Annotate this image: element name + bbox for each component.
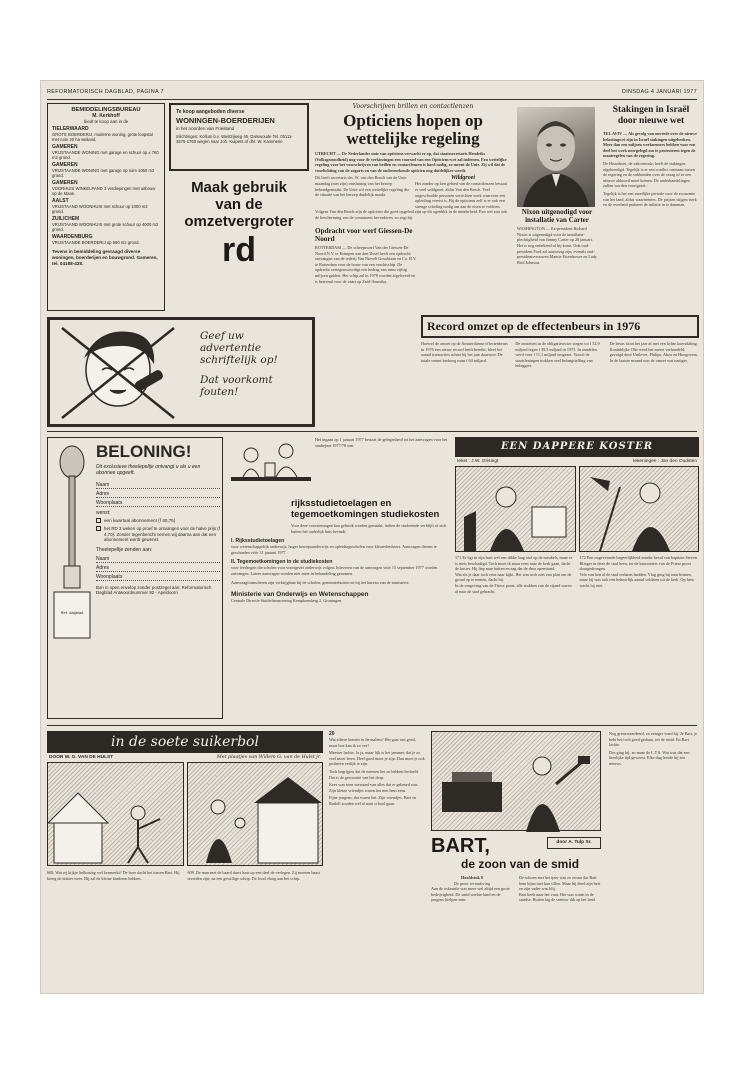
studie-title: rijksstudietoelagen en tegemoetkomingen studiekosten: [291, 498, 440, 520]
bart-subtitle: de zoon van de smid: [461, 857, 580, 871]
koster-credit-left: tekst : J.W. Grisnigt: [457, 459, 499, 464]
koster-credit-right: tekeningen : Jan den Oudsten: [632, 459, 697, 464]
bart-illustration: [431, 731, 601, 831]
nixon-title: Nixon uitgenodigd voor installatie van Carter: [521, 209, 593, 224]
studie-t1: voor wetenschappelijk onderwijs, hoger beroepsonderwijs en opleidingsscholen voor kleuterleidsters. Aanvragen dienen te geschieden vóór 31 januari 1977.: [231, 544, 437, 555]
omzet-ad: [169, 175, 309, 311]
koster-p5: Vele van hen al de stad verlaten hadden. Vlug ging hij naar binnen, maar hij was ook een behoorlijk aantal soldaten uit de kerk. Op hem wacht hij niet.: [579, 571, 694, 588]
geef-line1: Geef uw: [200, 330, 244, 342]
suikerbol-panel-1: [47, 762, 184, 866]
page-number: 20: [329, 731, 335, 737]
classifieds-box: [47, 103, 165, 311]
studie-lead: Voor deze voorzieningen kan gebruik worden gemaakt, indien de studerende verblijft of zich buiten het ouderlijk huis bevindt.: [291, 523, 447, 534]
woningen-title1: Te koop aangeboden diverse: [176, 109, 245, 115]
bart-body2: De schoen met het ijzer was zo zwaar dat Bart hem bijna niet kon tillen. Maar hij deed zijn best en zijn vader was blij.: [519, 875, 601, 892]
koster-panel-1: [455, 466, 576, 552]
koster-p4: 172 Een ongeveinsde begeerlijkheid zonder beval van kapitein Steven Blinger in deze de stad heen, tot de kanonniers van de Friese poort doorgedrongen.: [579, 555, 697, 572]
opticiens-lead: UTRECHT — De Nederlandse unie van opticiens verwacht er op, dat staatssecretaris Hendriks (Volksgezondheid) nog voor de verkiezingen een voorstel van een Opticiens-wet zal indienen. Een wettelijke regeling voor het voorschrijven van brillen en contactlenzen is hard nodig, zo meent de Unie. Zij wil dat de voorlichting van de oogarts en van de onderzoekende opticien nog duidelijker wordt.: [315, 151, 507, 173]
section-rule-1: [47, 431, 697, 432]
nixon-photo: [517, 107, 595, 207]
woningen-title2: WONINGEN-BOERDERIJEN: [176, 116, 275, 125]
listing-place: WAARDENBURG: [52, 234, 93, 240]
students-illustration: [231, 437, 311, 497]
koster-p3: In de omgeving van de Friese poort, alle stukken van de vijand waren al naar de stad gebracht.: [455, 582, 572, 594]
geef-line4: Dat voorkomt: [200, 374, 273, 386]
studie-t2: voor leerlingen die scholen voor voortgezet onderwijs volgen. Inleveren van de aanvragen vóór 15 september 1977 worden ontvangen. Latere aanvragen worden niet meer in behandeling genomen.: [231, 565, 438, 576]
option2-label: het RD 3 weken op proef te ontvangen voor de halve prijs (f 4,70). Zonder tegenbericht nemen wij daarna aan dat een abonnement wordt gewenst.: [104, 526, 220, 543]
form-field[interactable]: Adres: [96, 565, 220, 572]
bart-serial: [431, 731, 699, 989]
opticiens-article: [315, 103, 511, 223]
opticiens-body1: Dit heeft secretaris drs. W. van den Bosch van de Unie maandag (met zijn) ontsluiting van het beroep bekendgemaakt. De Unie wil een wettelijke regeling die de situatie van het beroep duidelijk maakt.: [315, 175, 410, 198]
spoon-label: Ref. dagblad: [60, 610, 84, 615]
listing-place: AALST: [52, 198, 69, 204]
opdracht-title: Opdracht voor werf Giessen-De Noord: [315, 227, 413, 243]
beloning-title: BELONING!: [96, 442, 192, 461]
opticiens-body3: Het zonder op hen gebied van de contactlenzen bestaat er veel wildgroei, aldus Van den Bosch. Veel ongeschoolde personen verrichten werk waarvoor een opleiding vereist is. Bij de opticiens zelf is er ook een strenge scholing nodig om aan de eisen te voldoen.: [415, 181, 507, 209]
studie-address: Centrale Directie Studiefinanciering Kempkensberg 2, Groningen: [231, 598, 342, 604]
opdracht-body: ROTTERDAM — De scheepswerf Van der Giessen-De Noord N.V. te Krimpen aan den IJssel heeft een opdracht ontvangen van de rederij Van Nievelt Goudriaan en Co. B.V. te Rotterdam voor de bouw van een vrachtschip. De opdracht vertegenwoordigt een bedrag van ruim vijftig miljoen gulden. Het schip zal in 1978 worden afgeleverd en is bestemd voor de vaart op Zuid-Amerika.: [315, 245, 417, 284]
studie-intro: Het ingaan op 1 januari 1977 bestaat de gelegenheid tot het aanvragen voor het studiejaar 1977/78 van:: [315, 437, 448, 448]
beloning-wenst: wenst:: [96, 510, 111, 517]
beloning-footer: Bon in open envelop zonder postzegel aan: Reformatorisch Dagblad Antwoordnummer 92 - Apeldoorn: [96, 584, 212, 596]
suikerbol-right: 609. De man met de baard duwt haar op een deel de verlegen. Zij moeten haast tevreden zijn; na een gewillige schop. De Jood vloog aan het schip.: [187, 870, 320, 881]
studie-h2: II. Tegemoetkomingen in de studiekosten: [231, 559, 333, 566]
listing-text: VRIJSTAAND WOONHUIS met grote schuur op 4000 m2 grond.: [52, 222, 159, 232]
israel-title: Stakingen in Israël door nieuwe wet: [612, 105, 690, 126]
opticiens-subhead: Wildgroei: [450, 175, 476, 182]
bart-body5: Des ging hij, zo maar de L.T.S. Wat was dat een heerlijke tijd geweest. Elke dag leerde hij iets nieuws.: [609, 749, 690, 766]
suikerbol-mid5: Fijne jongens, dat waren het. Zijn vriendjes. Bart en Rudolf zouden wel al naar school gaan.: [329, 795, 417, 806]
section-rule-2: [47, 725, 697, 726]
bart-credit: door A. Tulp Sr.: [556, 840, 592, 845]
listing-place: TIELERWAARD: [52, 126, 89, 132]
woningen-info: Inlichtingen: Kollum b.v. Westzijweg 46, Damwoude Tel. 05111-3575-1760 wegen naar Joh. Kuipers of dhr. W. Kammerie: [176, 134, 293, 145]
koster-p2: Wat als je daar toch eens naar kijkt. Het was toch niet van plan om de grond op te nemen, dacht hij.: [455, 571, 572, 583]
omzet-line2: van de: [215, 196, 263, 213]
listing-place: ZUILICHEM: [52, 216, 80, 222]
spoon-illustration: [52, 442, 92, 642]
studie-footer: Ministerie van Onderwijs en Wetenschappen: [231, 591, 369, 599]
opdracht-article: [315, 227, 417, 311]
suikerbol-continued: [329, 731, 425, 989]
listing-item: [52, 216, 160, 232]
listing-text: VRIJSTAAND WOONHUIS met schuur op 1000 m2 grond.: [52, 204, 148, 214]
page-header: [47, 89, 697, 99]
nixon-body: WASHINGTON — Ex-president Richard Nixon is uitgenodigd voor de installatie-plechtigheid van Jimmy Carter op 20 januari. Het is nog onbekend of hij komt. Ook oud-president Ford zal aanwezig zijn, evenals oud-presidentsvrouwen Mamie Eisenhower en Lady Bird Johnson.: [517, 226, 597, 265]
suikerbol-banner: in de soete suikerbol: [47, 731, 323, 753]
woningen-title3: in het noorden van Friesland: [176, 126, 235, 131]
listing-text: VRIJSTAANDE WONING met garage en schuur op ± 760 m2 grond.: [52, 150, 159, 160]
listing-item: [52, 162, 160, 178]
studie-ad: [231, 437, 449, 719]
israel-body3: Tegelijk is het een moeilijke periode voor de economie van het land, aldus waarnemers. De prijzen stijgen sterk en de overheid probeert de inflatie in te dammen.: [603, 190, 697, 208]
listing-text: GROTE BOERDERIJ, moderne woning, grote loopstal met ruim 20 ha weiland.: [52, 132, 153, 142]
effectenbeurs-article: [421, 315, 699, 423]
listing-text: VOORHUIS WINKELPAND 3 verdiepingen met uitbouw op de Maas.: [52, 186, 156, 196]
listing-item: [52, 198, 160, 214]
form-field[interactable]: Naam: [96, 482, 220, 489]
header-date: DINSDAG 4 JANUARI 1977: [621, 89, 697, 95]
suikerbol-serial: [47, 731, 323, 989]
form-field[interactable]: Woonplaats: [96, 574, 220, 581]
koster-panel-2: [579, 466, 700, 552]
village-scene-1: [48, 763, 182, 865]
listing-item: [52, 234, 160, 245]
suikerbol-left: 608. Wat zij kijkje liefkozing wel kenmerkt? De boer dacht het tussen Bart. Hij kreeg de dokter weer. Hij zal de kleine kinderen hebben.: [47, 870, 180, 881]
portrait-icon: [517, 107, 595, 207]
header-rule: [47, 99, 697, 100]
bart-title: BART,: [431, 835, 490, 857]
form-field[interactable]: Naam: [96, 556, 220, 563]
bart-body1: Aan de oskeurtle was meer wel altijd een grote bedrijvigheid. De smid werkte hard en de jongens hielpen mee.: [431, 886, 510, 903]
geef-line2: advertentie: [200, 342, 262, 354]
opticiens-kicker: Voorschrijven brillen en contactlenzen: [352, 103, 474, 110]
bart-body3: Bart keek naar het vuur. Het was warm in de smidse. Buiten lag de sneeuw dik op het land.: [519, 891, 596, 903]
listing-text: VRIJSTAANDE BOERDERIJ op 660 m2 grond.: [52, 240, 140, 245]
listing-place: GAMEREN: [52, 144, 78, 150]
suikerbol-author: DOOR W. G. VAN DE HULST: [49, 755, 114, 760]
bart-chapter: Hoofdstuk 8: [461, 875, 483, 880]
koster-p1: 171 Er ligt in zijn huis wel een dikke laag stof op de meubels, maar er is niets beschadigd. Toch moet ik maar eens naar de kerk gaan, dacht de koster. Hij liep naar buiten en zag dat de deur openstond.: [455, 555, 573, 572]
classifieds-footer: Tevens in bemiddeling gevraagd diverse woningen, boerderijen en bouwgrond. Gameren, tel. 04188-428.: [52, 249, 158, 266]
header-left: REFORMATORISCH DAGBLAD, PAGINA 7: [47, 89, 164, 95]
opticiens-title: Opticiens hopen op wettelijke regeling: [343, 111, 483, 148]
israel-article: [603, 105, 699, 311]
option2-checkbox[interactable]: [96, 526, 101, 531]
classifieds-title: BEMIDDELINGSBUREAU: [71, 107, 141, 113]
woningen-ad: [169, 103, 309, 171]
listing-place: GAMEREN: [52, 180, 78, 186]
recipient-fields: [96, 556, 220, 581]
listing-item: [52, 126, 160, 142]
opticiens-body2: Volgens Van den Bosch zijn de opticiens die goed opgeleid zijn op dit ogenblik in de minderheid. Een wet zou ook de bescherming van de consument bevorderen, zo zegt hij.: [315, 209, 508, 220]
geef-line5: fouten!: [200, 386, 239, 398]
form-field[interactable]: Adres: [96, 491, 220, 498]
suikerbol-panel-2: [187, 762, 324, 866]
beloning-opgever: Theelepeltje zenden aan:: [96, 546, 153, 553]
village-scene-2: [188, 763, 322, 865]
effectenbeurs-body2: De omzetten in de obligatiesector stegen tot f 52,9 miljard tegen f 39,5 miljard in 1975. In aandelen werd voor f 11,1 miljard omgezet. Vooral de staatsleningen trokken veel belangstelling van beleggers.: [515, 341, 600, 369]
listing-item: [52, 144, 160, 160]
listing-text: VRIJSTAANDE WONING met garage op ruim 1050 m2 grond.: [52, 168, 155, 178]
beloning-intro: Dit exclusieve theelepeltje ontvangt u als u een abonnee opgeeft.: [96, 464, 201, 477]
form-field[interactable]: Woonplaats: [96, 500, 220, 507]
israel-body1: TEL AVIV — Als gevolg van onvrede over de nieuwe belastingwet zijn in Israël stakingen uitgebroken. Meer dan een miljoen werknemers hebben voor een deel het werk neergelegd om te protesteren tegen de maatregelen van de regering.: [603, 131, 698, 159]
bart-credit-box: [547, 837, 601, 849]
effectenbeurs-body1: Hoewel de omzet op de Amsterdamse effectenbeurs in 1976 een nieuw record heeft bereikt, bleef het aantal transacties achter bij het jaar daarvoor. De totale omzet bedroeg ruim f 64 miljard.: [421, 341, 508, 363]
listing-item: [52, 180, 160, 196]
koster-scene-1: [456, 467, 574, 551]
woman-phone-illustration: [58, 324, 178, 422]
koster-comic: [455, 437, 699, 719]
beloning-coupon: [47, 437, 223, 719]
subscriber-fields: [96, 482, 220, 507]
effectenbeurs-title: Record omzet op de effectenbeurs in 1976: [427, 319, 641, 333]
classifieds-subtitle2: biedt te koop aan in de: [83, 119, 129, 124]
listing-place: GAMEREN: [52, 162, 78, 168]
omzet-line3: omzetvergroter: [184, 213, 294, 230]
koster-scene-2: [580, 467, 698, 551]
option1-checkbox[interactable]: [96, 518, 101, 523]
bart-body4: Nog grenswaardeerd, zo zeniger vond hij. Je Bart, je hebt het toch goed gedaan, zei de smid. En Bart lachte.: [609, 731, 698, 748]
suikerbol-mid2: Meester lachte. Ja ja, maar lijk is het jammer, dat je zo veel moet leren. Heel goed moet je zijn. Dan moet je ook proberen eerlijk te zijn.: [329, 750, 425, 767]
effectenbeurs-title-box: [421, 315, 699, 338]
israel-body2: De Histadroet, de vakcentrale, heeft de stakingen afgekondigd. Tegelijk is er een conflict ontstaan tussen de regering en de vakbonden over de vraag of er een nieuwe akkoord moet komen. De onderhandelingen zullen worden voortgezet.: [603, 160, 695, 189]
geef-ad: [47, 317, 315, 427]
geef-line3: schriftelijk op!: [200, 354, 278, 366]
omzet-line1: Maak gebruik: [191, 179, 287, 196]
suikerbol-illustrator: Met plaatjes van Willem G. van de Hulst jr.: [216, 755, 321, 760]
bart-chapter-title: De grote verandering: [453, 880, 491, 886]
newspaper-page: [40, 80, 704, 994]
classifieds-subtitle: M. Kerkhoff: [92, 113, 120, 119]
classifieds-list: [48, 126, 164, 245]
omzet-line4: rd: [222, 231, 256, 269]
option1-label: een kwartaal abonnement (f 40,75): [104, 518, 176, 524]
studie-h1: I. Rijksstudietoelagen: [231, 538, 285, 545]
smithy-scene: [432, 732, 602, 832]
studie-t3: Aanvraagformulieren zijn verkrijgbaar bij de scholen, gemeentehuizen en bij het bureau van de ministerie.: [231, 579, 410, 585]
nixon-article: [517, 209, 597, 311]
suikerbol-mid3: Toch begrijpen dat de mensen het zo hebben bedoeld. Dat is de gewoonte van het dorp.: [329, 768, 419, 780]
suikerbol-mid4: Kees was toen verzuurd van alles dat er gebeurd was. Zijn kleine vriendjes waren het met hem eens.: [329, 782, 419, 793]
effectenbeurs-body3: De beurs sloot het jaar af met een lichte koersdaling. Koninklijke Olie werd het meest verhandeld, gevolgd door Unilever, Philips, Akzo en Hoogovens. In de laatste maand was de omzet wat rustiger.: [609, 341, 699, 363]
koster-banner: EEN DAPPERE KOSTER: [455, 437, 699, 457]
suikerbol-mid1: Wat ziltere komen in Jerusalem? Het gaat ons goed, maar hoe kan ik zo ver?: [329, 737, 416, 748]
